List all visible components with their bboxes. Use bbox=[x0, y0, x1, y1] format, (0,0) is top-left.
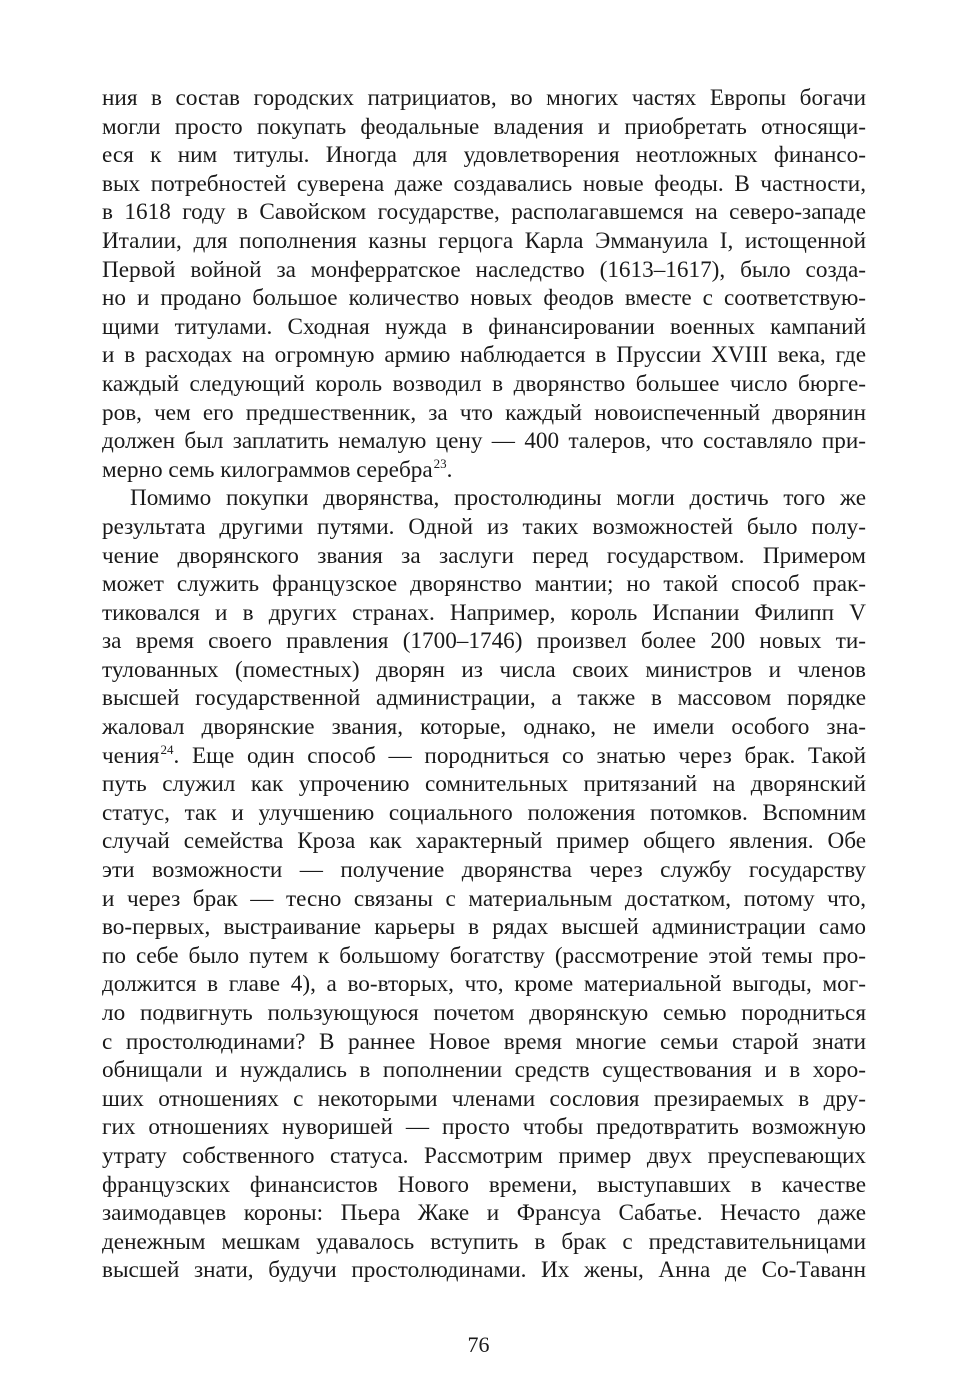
text-line: еся к ним титулы. Иногда для удовлетворения неотложных финансо- bbox=[102, 142, 866, 169]
text-line: может служить французское дворянство мантии; но такой способ прак- bbox=[102, 571, 866, 598]
text-line: могли просто покупать феодальные владения и приобретать относящи- bbox=[102, 113, 866, 140]
text-line: статус, так и улучшению социального положения потомков. Вспомним bbox=[102, 799, 866, 826]
text-line: утрату собственного статуса. Рассмотрим пример двух преуспевающих bbox=[102, 1142, 866, 1169]
text-line: и в расходах на огромную армию наблюдается в Пруссии XVIII века, где bbox=[102, 342, 866, 369]
text-line: ших отношениях с некоторыми членами сословия презираемых в дру- bbox=[102, 1085, 866, 1112]
text-line: должен был заплатить немалую цену — 400 талеров, что составляло при- bbox=[102, 428, 866, 455]
page-number: 76 bbox=[467, 1332, 490, 1357]
text-segment: чения bbox=[102, 742, 160, 769]
text-line: чение дворянского звания за заслуги перед государством. Примером bbox=[102, 542, 866, 569]
text-line: эти возможности — получение дворянства через службу государству bbox=[102, 857, 866, 884]
text-line: обнищали и нуждались в пополнении средств существования и в хоро- bbox=[102, 1057, 866, 1084]
text-line: но и продано большое количество новых феодов вместе с соответствую- bbox=[102, 285, 866, 312]
text-line: во-первых, выстраивание карьеры в рядах высшей администрации само bbox=[102, 914, 866, 941]
text-line: и через брак — тесно связаны с материальным достатком, потому что, bbox=[102, 885, 866, 912]
footnote-marker-23[interactable]: 23 bbox=[433, 455, 447, 471]
text-segment: . bbox=[446, 456, 453, 483]
text-line: с простолюдинами? В раннее Новое время многие семьи старой знати bbox=[102, 1028, 866, 1055]
text-line: должится в главе 4), а во-вторых, что, кроме материальной выгоды, мог- bbox=[102, 971, 866, 998]
text-line: тулованных (поместных) дворян из числа своих министров и членов bbox=[102, 656, 866, 683]
text-line: Италии, для пополнения казны герцога Карла Эммануила I, истощенной bbox=[102, 227, 866, 254]
text-line: ров, чем его предшественник, за что каждый новоиспеченный дворянин bbox=[102, 399, 866, 426]
text-line: жаловал дворянские звания, которые, однако, не имели особого зна- bbox=[102, 714, 866, 741]
text-line: за время своего правления (1700–1746) произвел более 200 новых ти- bbox=[102, 628, 866, 655]
text-line: денежным мешкам удавалось вступить в брак с представительницами bbox=[102, 1228, 866, 1255]
text-line: результата другими путями. Одной из таких возможностей было полу- bbox=[102, 513, 866, 540]
text-line: в 1618 году в Савойском государстве, располагавшемся на северо-западе bbox=[102, 199, 866, 226]
footnote-marker-24[interactable]: 24 bbox=[160, 741, 174, 757]
body-text bbox=[102, 84, 866, 1285]
text-line: высшей знати, будучи простолюдинами. Их жены, Анна де Со-Таванн bbox=[102, 1257, 866, 1284]
text-line: ния в состав городских патрициатов, во многих частях Европы богачи bbox=[102, 85, 866, 111]
text-line: ло подвигнуть пользующуюся почетом дворянскую семью породниться bbox=[102, 1000, 866, 1026]
text-line: путь служил как упрочению сомнительных притязаний на дворянский bbox=[102, 771, 866, 798]
text-line: гих отношениях нуворишей — просто чтобы предотвратить возможную bbox=[102, 1114, 866, 1141]
text-line: по себе было путем к большому богатству (рассмотрение этой темы про- bbox=[102, 942, 866, 969]
text-line bbox=[102, 742, 866, 771]
text-line: каждый следующий король возводил в дворянство большее число бюрге- bbox=[102, 370, 866, 397]
paragraph-1 bbox=[102, 84, 866, 484]
text-line: французских финансистов Нового времени, выступавших в качестве bbox=[102, 1171, 866, 1198]
text-line: щими титулами. Сходная нужда в финансировании военных кампаний bbox=[102, 313, 866, 340]
text-line: случай семейства Кроза как характерный пример общего явления. Обе bbox=[102, 828, 866, 855]
text-segment: . Еще один способ — породниться со знатью через брак. Такой bbox=[173, 742, 866, 769]
paragraph-2 bbox=[102, 484, 866, 1285]
text-line: Первой войной за монферратское наследство (1613–1617), было созда- bbox=[102, 256, 866, 283]
text-line: высшей государственной администрации, а также в массовом порядке bbox=[102, 685, 866, 712]
text-line: Помимо покупки дворянства, простолюдины могли достичь того же bbox=[130, 485, 866, 512]
text-segment: мерно семь килограммов серебра bbox=[102, 456, 433, 483]
text-line: тиковался и в других странах. Например, король Испании Филипп V bbox=[102, 599, 866, 626]
text-line bbox=[102, 456, 866, 485]
text-line: вых потребностей суверена даже создавались новые феоды. В частности, bbox=[102, 170, 866, 197]
text-line: заимодавцев короны: Пьера Жаке и Франсуа Сабатье. Нечасто даже bbox=[102, 1200, 866, 1227]
